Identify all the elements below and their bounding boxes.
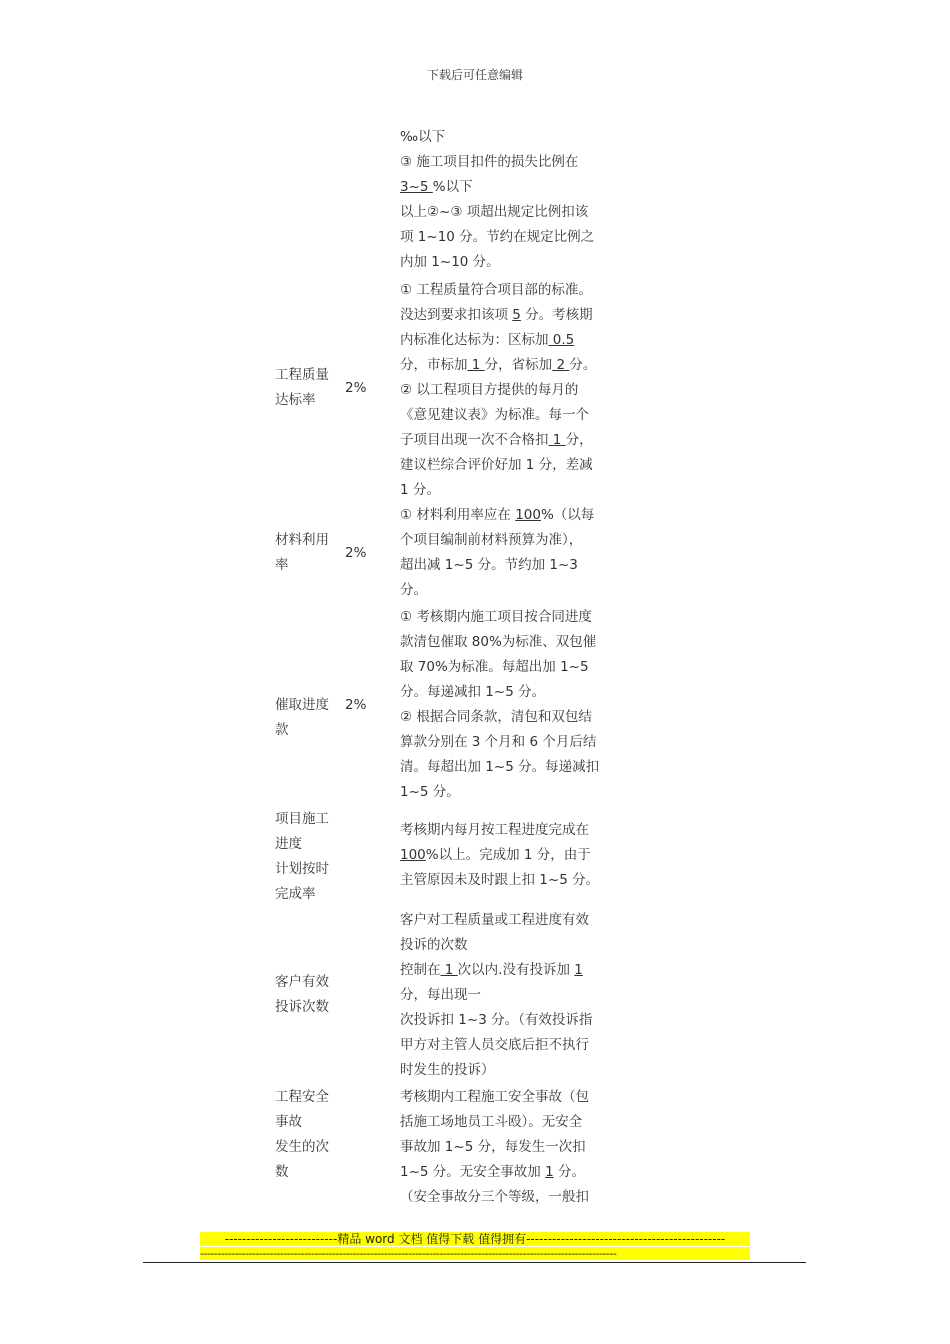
description-line (400, 908, 615, 933)
text-segment: 项 1~10 分。节约在规定比例之 (400, 229, 595, 245)
row-description (400, 818, 615, 893)
row-label-line: 催取进度 (275, 697, 329, 713)
row-label (275, 1085, 341, 1185)
text-segment: 客户对工程质量或工程进度有效 (400, 912, 589, 928)
text-segment: 分。 (400, 582, 427, 598)
description-line (400, 780, 615, 805)
row-weight: 2% (345, 697, 367, 713)
text-segment: %以下 (432, 179, 473, 195)
text-segment: %以上。完成加 1 分，由于 (425, 847, 591, 863)
underlined-value: 3~5 (400, 179, 433, 195)
description-line (400, 630, 615, 655)
text-segment: 《意见建议表》为标准。每一个 (400, 407, 589, 423)
text-segment: 算款分别在 3 个月和 6 个月后结 (400, 734, 597, 750)
footer-banner: --------------------------精品 word 文档 值得下载 值得拥有---------------------------------------------- (200, 1232, 750, 1246)
description-line (400, 478, 615, 503)
underlined-value: 1 (574, 962, 583, 978)
description-line (400, 958, 615, 983)
row-label-line: 完成率 (275, 886, 316, 902)
row-label-line: 客户有效 (275, 974, 329, 990)
text-segment: 内标准化达标为：区标加 (400, 332, 549, 348)
text-segment: 次以内.没有投诉加 (457, 962, 575, 978)
description-line (400, 655, 615, 680)
row-label-line: 项目施工 (275, 811, 329, 827)
text-segment: 分，每出现一 (400, 987, 481, 1003)
description-line (400, 1160, 615, 1185)
description-line (400, 818, 615, 843)
description-line (400, 403, 615, 428)
description-line (400, 933, 615, 958)
text-segment: 主管原因未及时跟上扣 1~5 分。 (400, 872, 600, 888)
text-segment: 考核期内每月按工程进度完成在 (400, 822, 589, 838)
text-segment: 子项目出现一次不合格扣 (400, 432, 549, 448)
text-segment: 超出减 1~5 分。节约加 1~3 (400, 557, 578, 573)
text-segment: 没达到要求扣该项 (400, 307, 513, 323)
row-label-line: 数 (275, 1164, 289, 1180)
row-label (275, 693, 341, 743)
row-description (400, 1085, 615, 1210)
row-label-line: 投诉次数 (275, 999, 329, 1015)
underlined-value: 2 (552, 357, 570, 373)
text-segment: 内加 1~10 分。 (400, 254, 500, 270)
text-segment: 分，省标加 (484, 357, 553, 373)
row-label-line: 工程安全 (275, 1089, 329, 1105)
text-segment: 1~5 分。无安全事故加 (400, 1164, 546, 1180)
row-description (400, 125, 615, 275)
text-segment: ① 考核期内施工项目按合同进度 (400, 609, 592, 625)
text-segment: 1 分。 (400, 482, 440, 498)
text-segment: 时发生的投诉） (400, 1062, 495, 1078)
underlined-value: 1 (548, 432, 566, 448)
description-line (400, 225, 615, 250)
row-description (400, 503, 615, 603)
row-label (275, 528, 341, 578)
description-line (400, 1185, 615, 1210)
row-label-line: 计划按时 (275, 861, 329, 877)
description-line (400, 578, 615, 603)
underlined-value: 0.5 (548, 332, 575, 348)
text-segment: 分。 (569, 357, 597, 373)
row-label-line: 达标率 (275, 392, 316, 408)
description-line (400, 730, 615, 755)
text-segment: ③ 施工项目扣件的损失比例在 (400, 154, 579, 170)
text-segment: 分，市标加 (400, 357, 468, 373)
row-label-line: 事故 (275, 1114, 302, 1130)
text-segment: （安全事故分三个等级，一般扣 (400, 1189, 589, 1205)
description-line (400, 175, 615, 200)
description-line (400, 1008, 615, 1033)
row-description (400, 278, 615, 503)
description-line (400, 503, 615, 528)
text-segment: 建议栏综合评价好加 1 分，差减 (400, 457, 593, 473)
description-line (400, 755, 615, 780)
row-label (275, 970, 341, 1020)
text-segment: 以上②~③ 项超出规定比例扣该 (400, 204, 589, 220)
underlined-value: 1 (545, 1164, 554, 1180)
text-segment: 控制在 (400, 962, 441, 978)
page-header: 下载后可任意编辑 (426, 68, 523, 82)
footer-rule (143, 1262, 806, 1263)
text-segment: 甲方对主管人员交底后拒不执行 (400, 1037, 589, 1053)
text-segment: %（以每 (540, 507, 595, 523)
description-line (400, 983, 615, 1008)
text-segment: 款清包催取 80%为标准、双包催 (400, 634, 597, 650)
description-line (400, 250, 615, 275)
description-line (400, 278, 615, 303)
text-segment: 清。每超出加 1~5 分。每递减扣 (400, 759, 600, 775)
description-line (400, 1058, 615, 1083)
description-line (400, 125, 615, 150)
row-description (400, 908, 615, 1083)
row-label-line: 材料利用 (275, 532, 329, 548)
text-segment: 分， (565, 432, 593, 448)
row-label-line: 工程质量 (275, 367, 329, 383)
row-weight: 2% (345, 545, 367, 561)
text-segment: ② 根据合同条款，清包和双包结 (400, 709, 592, 725)
description-line (400, 705, 615, 730)
text-segment: 括施工场地员工斗殴）。无安全 (400, 1114, 583, 1130)
row-label-line: 进度 (275, 836, 302, 852)
footer-banner-dashes: ------------------------------------------------------------------------------------------------------------------------ (200, 1247, 750, 1260)
description-line (400, 528, 615, 553)
description-line (400, 328, 615, 353)
description-line (400, 1085, 615, 1110)
description-line (400, 1110, 615, 1135)
description-line (400, 680, 615, 705)
description-line (400, 378, 615, 403)
underlined-value: 1 (440, 962, 458, 978)
row-weight: 2% (345, 380, 367, 396)
text-segment: 取 70%为标准。每超出加 1~5 (400, 659, 589, 675)
description-line (400, 868, 615, 893)
text-segment: 投诉的次数 (400, 937, 468, 953)
description-line (400, 353, 615, 378)
description-line (400, 303, 615, 328)
text-segment: ‰以下 (400, 129, 446, 145)
row-label-line: 款 (275, 722, 289, 738)
underlined-value: 1 (467, 357, 485, 373)
row-label (275, 363, 341, 413)
description-line (400, 843, 615, 868)
row-label-line: 发生的次 (275, 1139, 329, 1155)
text-segment: ② 以工程项目方提供的每月的 (400, 382, 579, 398)
description-line (400, 453, 615, 478)
description-line (400, 428, 615, 453)
text-segment: 次投诉扣 1~3 分。（有效投诉指 (400, 1012, 593, 1028)
underlined-value: 100 (515, 507, 541, 523)
underlined-value: 5 (512, 307, 521, 323)
underlined-value: 100 (400, 847, 426, 863)
text-segment: 分。 (553, 1164, 585, 1180)
text-segment: 分。每递减扣 1~5 分。 (400, 684, 546, 700)
description-line (400, 150, 615, 175)
description-line (400, 1135, 615, 1160)
description-line (400, 200, 615, 225)
row-label (275, 807, 341, 907)
text-segment: ① 工程质量符合项目部的标准。 (400, 282, 592, 298)
text-segment: 分。考核期 (520, 307, 593, 323)
row-label-line: 率 (275, 557, 289, 573)
text-segment: ① 材料利用率应在 (400, 507, 516, 523)
description-line (400, 1033, 615, 1058)
row-description (400, 605, 615, 805)
text-segment: 个项目编制前材料预算为准）， (400, 532, 583, 548)
text-segment: 1~5 分。 (400, 784, 460, 800)
description-line (400, 553, 615, 578)
text-segment: 考核期内工程施工安全事故（包 (400, 1089, 589, 1105)
description-line (400, 605, 615, 630)
text-segment: 事故加 1~5 分，每发生一次扣 (400, 1139, 586, 1155)
